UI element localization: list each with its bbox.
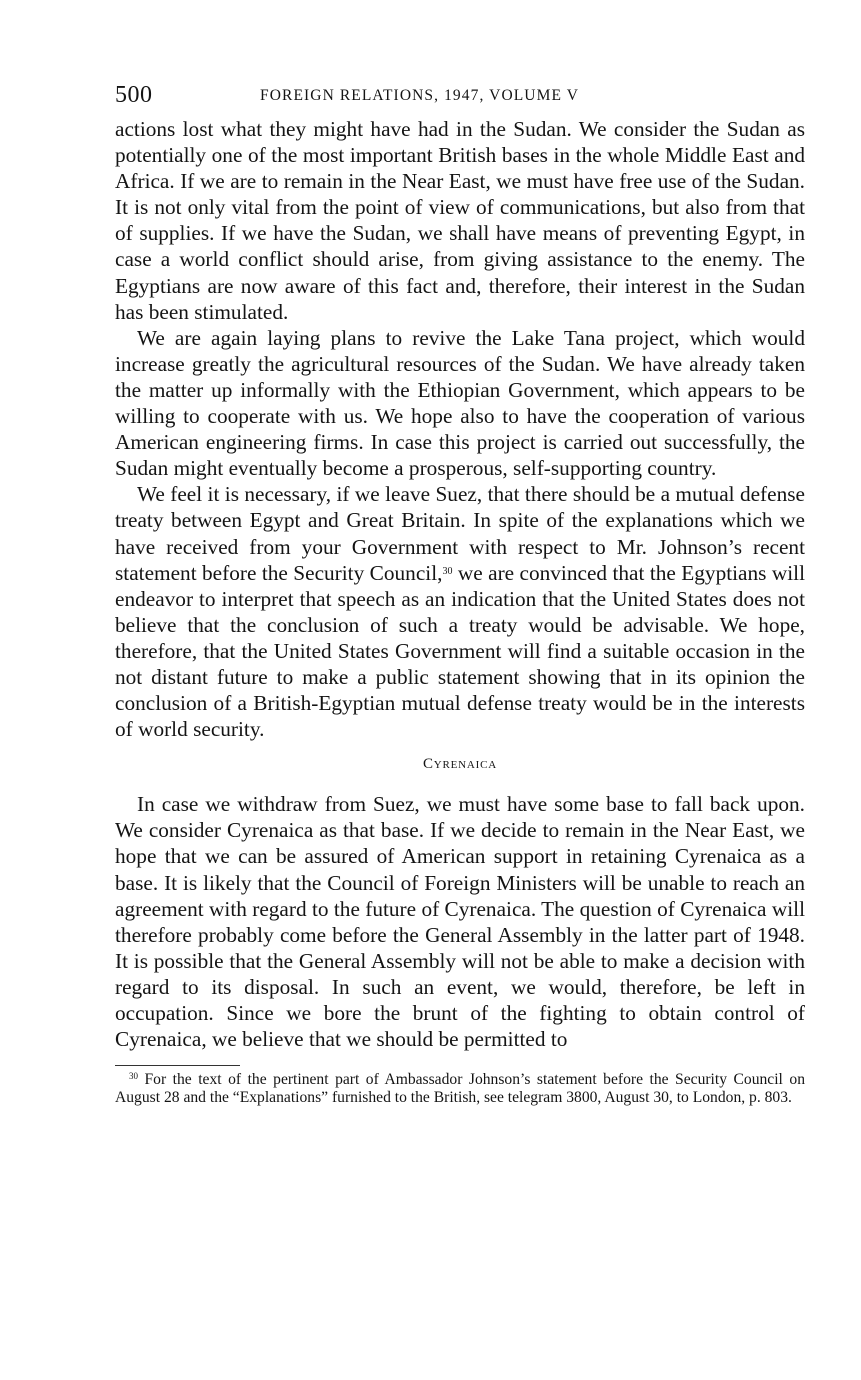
section-heading-cyrenaica: Cyrenaica [422, 756, 498, 773]
paragraph-3-text-before-note: We feel it is necessary, if we leave Suez, that there should be a mutual defense treaty between Egypt and Great Britain. In spite of the explanations which we have received from your Government with respect to Mr. Johnson’s recent statement before the Security Council, [115, 482, 805, 585]
paragraph-4: In case we withdraw from Suez, we must have some base to fall back upon. We consider Cyrenaica as that base. If we decide to remain in the Near East, we hope that we can be assured of American support in retaining Cyrenaica as a base. It is likely that the Council of Foreign Ministers will be unable to reach an agreement with regard to the future of Cyrenaica. The question of Cyrenaica will therefore probably come before the General Assembly in the latter part of 1948. It is possible that the General Assembly will not be able to make a decision with regard to its disposal. In such an event, we would, therefore, be left in occupation. Since we bore the brunt of the fighting to obtain control of Cyrenaica, we believe that we should be permitted to [115, 792, 805, 1052]
paragraph-3-text-after-note: we are convinced that the Egyptians will endeavor to interpret that speech as an indication that the United States does not believe that the conclusion of such a treaty would be advisable. We hope, therefore, that the United States Government will find a suitable occasion in the not distant future to make a public statement showing that in its opinion the conclusion of a British-Egyptian mutual defense treaty would be in the interests of world security. [115, 560, 805, 742]
paragraph-3 [115, 481, 805, 742]
footnote-reference[interactable]: 30 [442, 565, 453, 577]
page-number: 500 [115, 82, 153, 108]
paragraph-2: We are again laying plans to revive the Lake Tana project, which would increase greatly the agricultural resources of the Sudan. We have already taken the matter up informally with the Ethiopian Government, which appears to be willing to cooperate with us. We hope also to have the cooperation of various American engineering firms. In case this project is carried out successfully, the Sudan might eventually become a prosperous, self-supporting country. [115, 325, 805, 481]
footnote-divider [115, 1065, 240, 1066]
running-head-title: FOREIGN RELATIONS, 1947, VOLUME V [260, 87, 580, 104]
footnote-30 [115, 1071, 805, 1106]
paragraph-1: actions lost what they might have had in the Sudan. We consider the Sudan as potentially one of the most important British bases in the whole Middle East and Africa. If we are to remain in the Near East, we must have free use of the Sudan. It is not only vital from the point of view of communications, but also from that of supplies. If we have the Sudan, we shall have means of preventing Egypt, in case a world conflict should arise, from giving assistance to the enemy. The Egyptians are now aware of this fact and, therefore, their interest in the Sudan has been stimulated. [115, 117, 805, 324]
body-text [115, 116, 805, 1052]
footnote-text: For the text of the pertinent part of Ambassador Johnson’s statement before the Security Council on August 28 and the “Explanations” furnished to the British, see telegram 3800, August 30, to London, p. 803. [115, 1071, 805, 1106]
footnote-marker: 30 [129, 1071, 138, 1082]
running-head [115, 82, 805, 116]
document-page [115, 82, 805, 1106]
